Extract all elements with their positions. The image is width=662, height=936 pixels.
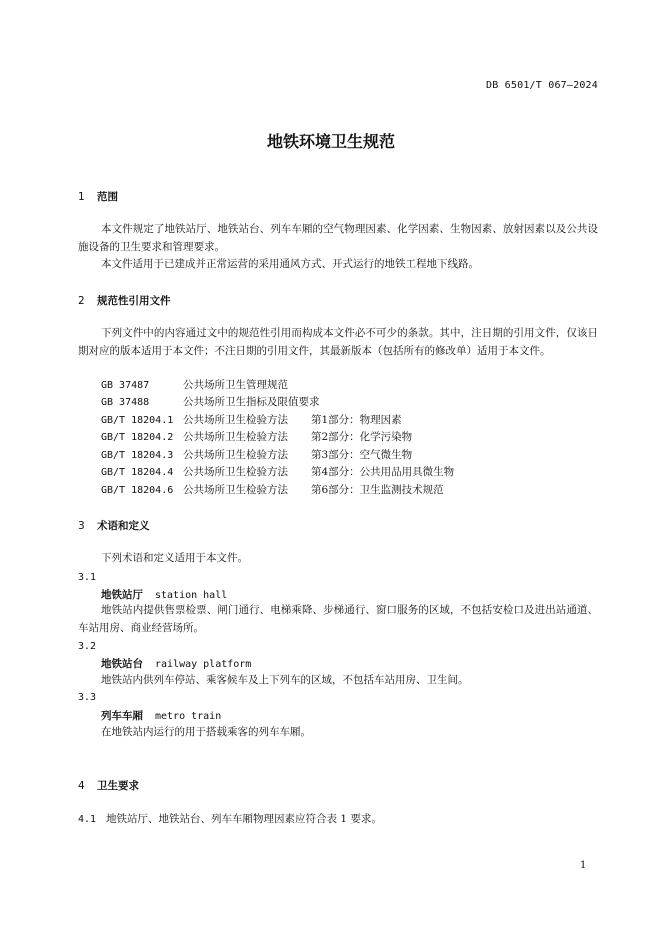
section-number: 4 <box>78 780 85 792</box>
reference-part: 第2部分：化学污染物 <box>311 431 413 443</box>
term-english: station hall <box>155 590 228 601</box>
document-code: DB 6501/T 067—2024 <box>486 80 598 91</box>
term-heading <box>101 587 227 602</box>
reference-part: 第3部分：空气微生物 <box>311 449 413 461</box>
section-number: 3 <box>78 520 85 532</box>
section-title: 规范性引用文件 <box>97 295 171 307</box>
reference-part: 第4部分：公共用品用具微生物 <box>311 466 455 478</box>
section-4-heading <box>78 778 139 793</box>
reference-title: 公共场所卫生指标及限值要求 <box>183 396 320 408</box>
reference-code: GB 37488 <box>101 397 150 408</box>
section-1-paragraph-2: 本文件适用于已建成并正常运营的采用通风方式、开式运行的地铁工程地下线路。 <box>101 258 479 270</box>
reference-title: 公共场所卫生检验方法 <box>183 431 288 443</box>
reference-item <box>101 394 320 412</box>
section-number: 1 <box>78 191 85 203</box>
section-2-heading <box>78 293 171 308</box>
reference-title: 公共场所卫生检验方法 <box>183 466 288 478</box>
reference-code: GB/T 18204.6 <box>101 485 174 496</box>
term-definition: 地铁站内提供售票检票、闸门通行、电梯乘降、步梯通行、窗口服务的区域，不包括安检口及进出站通道、车站用房、商业经营场所。 <box>78 604 598 634</box>
reference-item <box>101 464 454 482</box>
term-definition: 地铁站内供列车停站、乘客候车及上下列车的区域，不包括车站用房、卫生间。 <box>101 674 469 686</box>
clause-text: 地铁站厅、地铁站台、列车车厢物理因素应符合表 1 要求。 <box>106 813 382 825</box>
reference-code: GB/T 18204.1 <box>101 415 174 426</box>
term-heading <box>101 708 221 723</box>
reference-item <box>101 412 402 430</box>
reference-code: GB/T 18204.4 <box>101 467 174 478</box>
reference-title: 公共场所卫生管理规范 <box>183 379 288 391</box>
section-3-intro: 下列术语和定义适用于本文件。 <box>101 552 248 564</box>
section-3-heading <box>78 518 150 533</box>
reference-item <box>101 377 288 395</box>
term-definition: 在地铁站内运行的用于搭载乘客的列车车厢。 <box>101 726 311 738</box>
reference-code: GB/T 18204.2 <box>101 432 174 443</box>
reference-part: 第1部分：物理因素 <box>311 414 402 426</box>
reference-item <box>101 429 412 447</box>
reference-title: 公共场所卫生检验方法 <box>183 449 288 461</box>
section-number: 2 <box>78 295 85 307</box>
section-title: 卫生要求 <box>97 780 139 792</box>
term-english: metro train <box>155 711 222 722</box>
section-2-intro: 下列文件中的内容通过文中的规范性引用而构成本文件必不可少的条款。其中，注日期的引用文件，仅该日期对应的版本适用于本文件；不注日期的引用文件，其最新版本（包括所有的修改单）适用于本文件。 <box>78 327 598 357</box>
section-title: 术语和定义 <box>97 520 150 532</box>
page-number: 1 <box>580 860 587 871</box>
term-chinese: 地铁站台 <box>101 658 143 670</box>
reference-item <box>101 447 412 465</box>
reference-title: 公共场所卫生检验方法 <box>183 414 288 426</box>
term-number: 3.1 <box>78 572 97 583</box>
document-title: 地铁环境卫生规范 <box>266 132 395 151</box>
reference-code: GB 37487 <box>101 380 150 391</box>
clause-4-1 <box>78 811 382 826</box>
reference-item <box>101 482 444 500</box>
reference-title: 公共场所卫生检验方法 <box>183 484 288 496</box>
reference-part: 第6部分：卫生监测技术规范 <box>311 484 444 496</box>
section-title: 范围 <box>97 191 118 203</box>
term-english: railway platform <box>155 659 252 670</box>
clause-number: 4.1 <box>78 814 97 825</box>
term-number: 3.2 <box>78 641 97 652</box>
section-1-paragraph-1: 本文件规定了地铁站厅、地铁站台、列车车厢的空气物理因素、化学因素、生物因素、放射因素以及公共设施设备的卫生要求和管理要求。 <box>78 223 598 253</box>
term-heading <box>101 656 251 671</box>
reference-code: GB/T 18204.3 <box>101 450 174 461</box>
term-number: 3.3 <box>78 692 97 703</box>
section-1-heading <box>78 189 118 204</box>
term-chinese: 地铁站厅 <box>101 589 143 601</box>
term-chinese: 列车车厢 <box>101 710 143 722</box>
